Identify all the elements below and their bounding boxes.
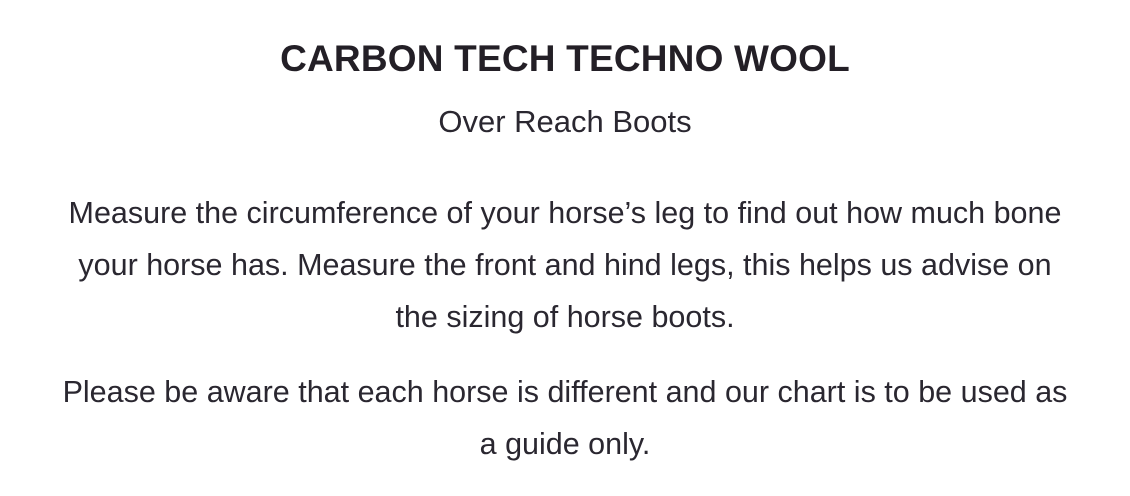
- description-paragraph-2: Please be aware that each horse is different and our chart is to be used as a guide only.: [62, 374, 1068, 462]
- page-subtitle: Over Reach Boots: [438, 104, 692, 140]
- page-title: CARBON TECH TECHNO WOOL: [280, 38, 850, 79]
- description-paragraph-1: Measure the circumference of your horse’s leg to find out how much bone your horse has. Measure the front and hind legs, this helps us advise on the sizing of horse boots.: [68, 195, 1062, 335]
- description-block: [60, 187, 1070, 471]
